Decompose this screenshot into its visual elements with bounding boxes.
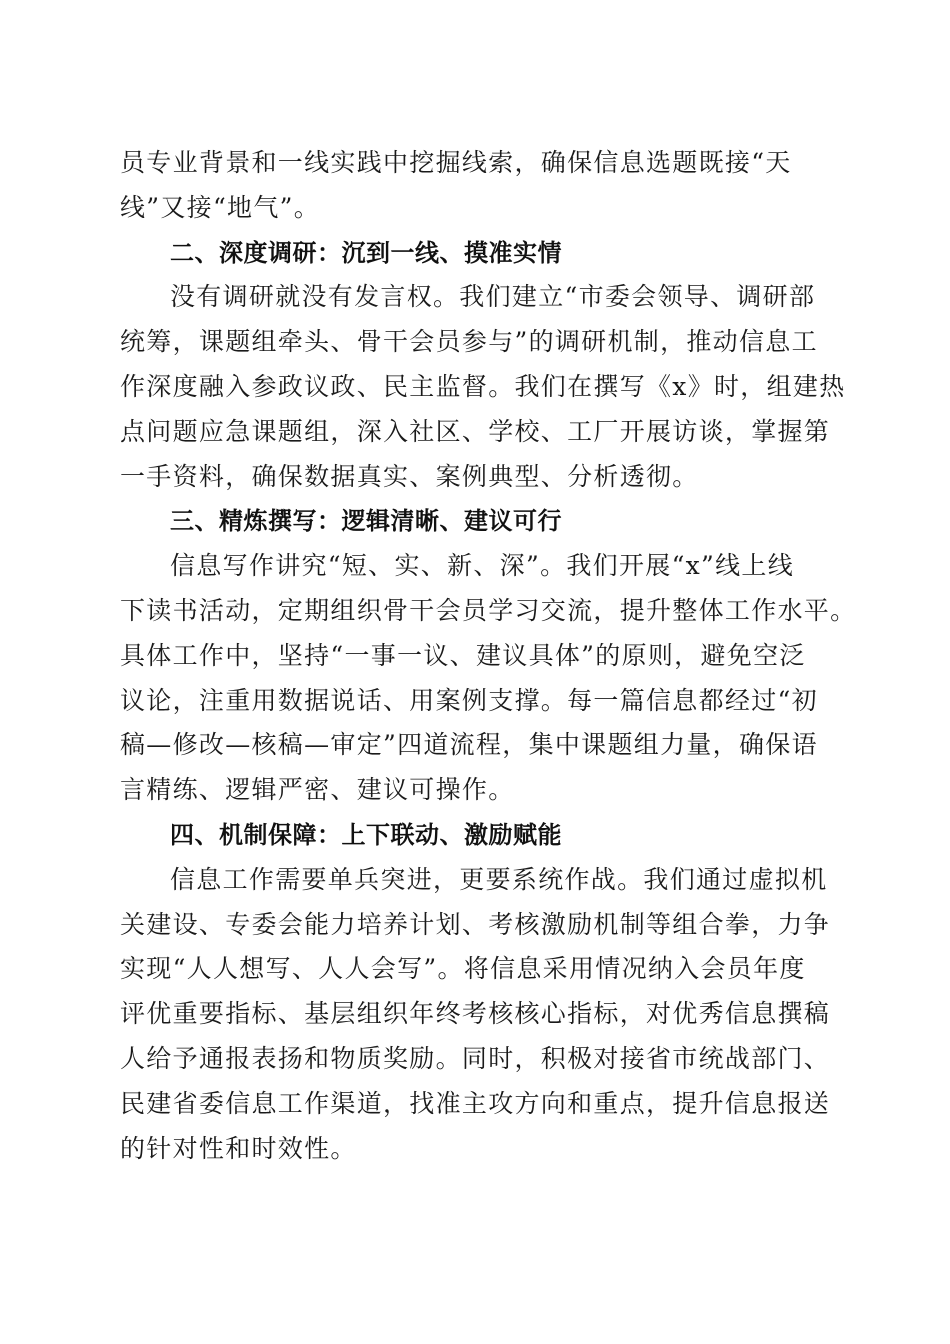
section-paragraph-mechanism [120,858,840,1172]
section-paragraph-research [120,275,846,499]
text-line: 实现“人人想写、人人会写”。将信息采用情况纳入会员年度 [120,954,806,984]
text-line: 点问题应急课题组，深入社区、学校、工厂开展访谈，掌握第 [120,416,831,446]
text-line: 关建设、专委会能力培养计划、考核激励机制等组合拳，力争 [120,909,831,939]
text-line: 一手资料，确保数据真实、案例典型、分析透彻。 [120,461,699,491]
text-line: 评优重要指标、基层组织年终考核核心指标，对优秀信息撰稿 [120,999,831,1029]
text-line: 人给予通报表扬和物质奖励。同时，积极对接省市统战部门、 [120,1043,831,1073]
section-heading-research: 二、深度调研：沉到一线、摸准实情 [170,238,562,267]
text-line: 员专业背景和一线实践中挖掘线索，确保信息选题既接“天 [120,148,792,177]
text-line: 作深度融入参政议政、民主监督。我们在撰写《x》时，组建热 [120,371,846,401]
document-body [120,141,857,1171]
text-line: 信息写作讲究“短、实、新、深”。我们开展“x”线上线 [170,551,795,581]
text-line: 言精练、逻辑严密、建议可操作。 [120,775,515,805]
section-heading-mechanism: 四、机制保障：上下联动、激励赋能 [170,820,562,849]
text-line: 民建省委信息工作渠道，找准主攻方向和重点，提升信息报送 [120,1088,831,1118]
continued-paragraph [120,141,840,231]
text-line: 下读书活动，定期组织骨干会员学习交流，提升整体工作水平。 [120,595,857,625]
text-line: 没有调研就没有发言权。我们建立“市委会领导、调研部 [170,282,816,312]
text-line: 信息工作需要单兵突进，更要系统作战。我们通过虚拟机 [170,864,828,894]
text-line: 稿—修改—核稿—审定”四道流程，集中课题组力量，确保语 [120,730,818,760]
section-paragraph-writing [120,544,857,813]
section-heading-writing: 三、精炼撰写：逻辑清晰、建议可行 [170,507,562,536]
text-line: 线”又接“地气”。 [120,192,321,222]
text-line: 议论，注重用数据说话、用案例支撑。每一篇信息都经过“初 [120,685,818,715]
text-line: 具体工作中，坚持“一事一议、建议具体”的原则，避免空泛 [120,640,806,670]
text-line: 统筹，课题组牵头、骨干会员参与”的调研机制，推动信息工 [120,327,818,357]
text-line: 的针对性和时效性。 [120,1133,357,1163]
